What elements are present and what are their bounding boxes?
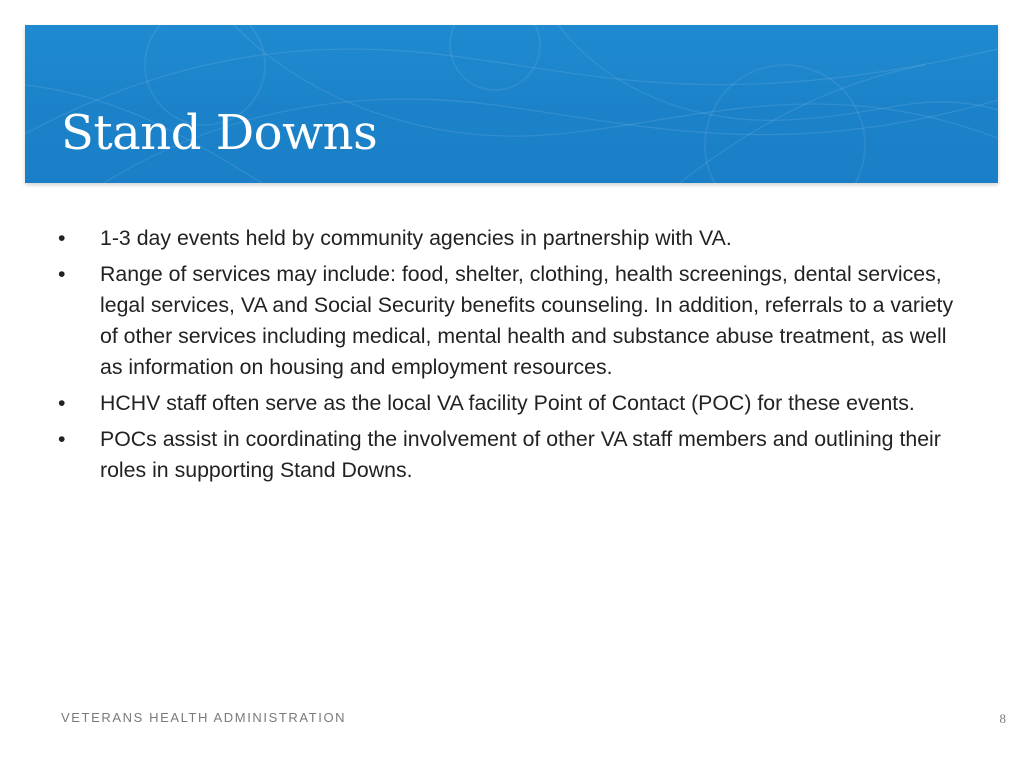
slide-title: Stand Downs	[61, 105, 378, 161]
bullet-text: POCs assist in coordinating the involvement of other VA staff members and outlining their roles in supporting Stand Downs.	[100, 427, 941, 482]
page-number: 8	[999, 711, 1006, 726]
bullet-icon: •	[58, 391, 66, 415]
bullet-text: HCHV staff often serve as the local VA facility Point of Contact (POC) for these events.	[100, 391, 915, 415]
list-item	[58, 259, 958, 383]
header-banner	[25, 25, 998, 183]
bullet-icon: •	[58, 427, 66, 451]
bullet-icon: •	[58, 262, 66, 286]
footer-organization: VETERANS HEALTH ADMINISTRATION	[61, 710, 347, 725]
bullet-text: Range of services may include: food, shelter, clothing, health screenings, dental services, legal services, VA and Social Security benefits counseling. In addition, referrals to a variety of other services including medical, mental health and substance abuse treatment, as well as information on housing and employment resources.	[100, 262, 954, 379]
bullet-list	[58, 223, 958, 491]
list-item	[58, 223, 958, 254]
bullet-text: 1-3 day events held by community agencies in partnership with VA.	[100, 226, 732, 250]
list-item	[58, 424, 958, 486]
list-item	[58, 388, 958, 419]
bullet-icon: •	[58, 226, 66, 250]
